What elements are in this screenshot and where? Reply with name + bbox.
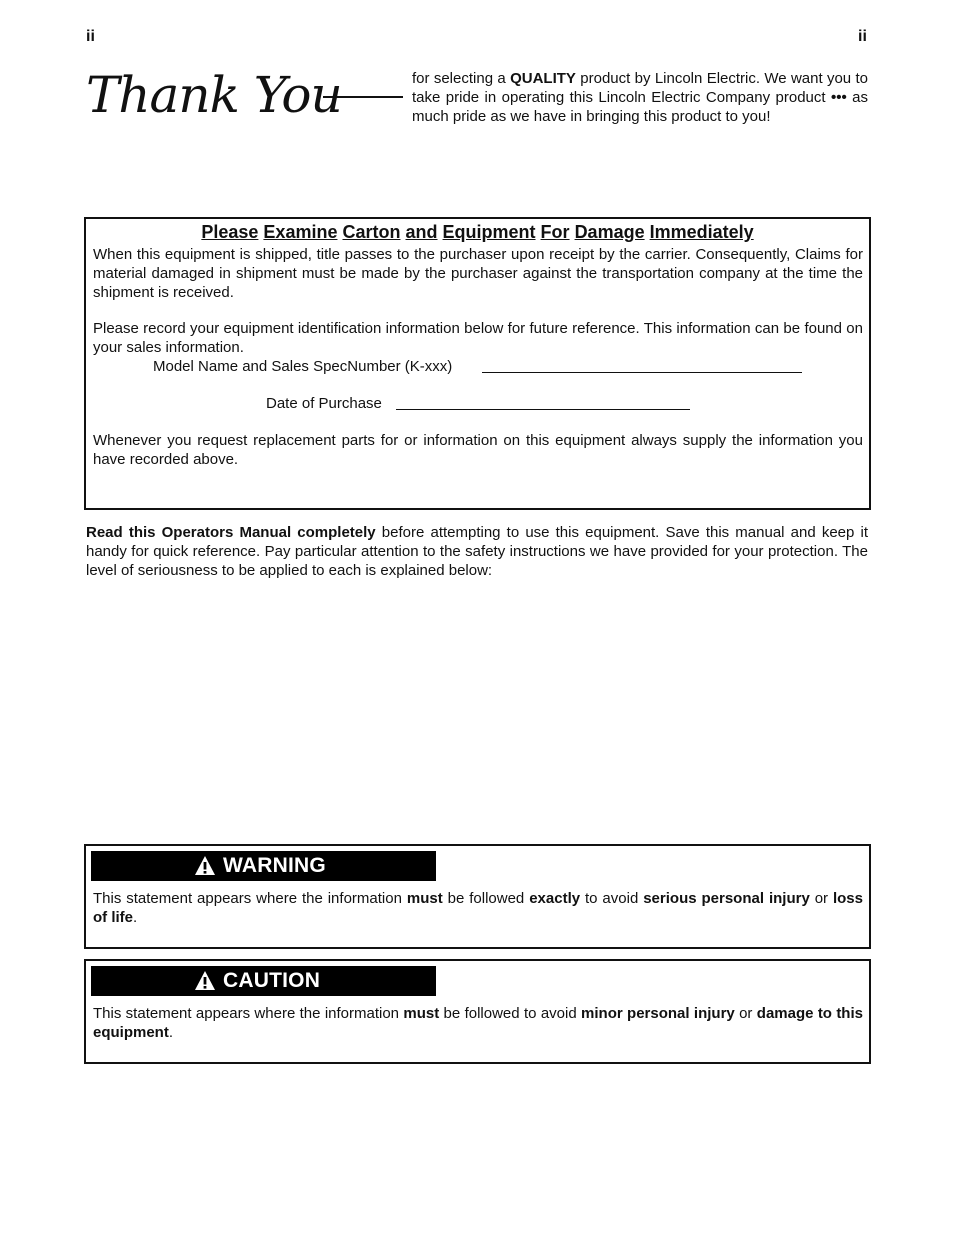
thank-you-title: Thank You: [86, 66, 342, 124]
intro-text: for selecting a: [412, 70, 511, 87]
caution-header-bar: [91, 966, 436, 996]
inspection-notice-box: [84, 217, 871, 510]
intro-quality: QUALITY: [510, 70, 576, 87]
warning-text-part: loss of life: [93, 890, 863, 926]
caution-label: CAUTION: [223, 969, 321, 992]
warning-text-part: must: [406, 890, 443, 907]
warning-text: [93, 889, 863, 927]
caution-notice-box: [84, 959, 871, 1064]
warning-notice-box: [84, 844, 871, 949]
heading-word: Please: [201, 222, 259, 242]
warning-text-part: .: [133, 909, 138, 926]
title-rule: [323, 96, 403, 98]
inspection-heading: [86, 222, 869, 243]
heading-word: Damage: [574, 222, 645, 242]
read-manual-text: before attempting to use this equipment. Save this manual and keep it handy for quick reference. Pay particular attention to the safety instructions we have provided for your protection. The level of seriousness to be applied to each is explained below:: [86, 524, 868, 579]
intro-text: as much pride as we have in bringing this product to you!: [412, 89, 868, 125]
heading-word: Immediately: [649, 222, 754, 242]
warning-text-part: This statement appears where the information: [93, 890, 407, 907]
intro-bullets: •••: [830, 89, 847, 106]
heading-word: Equipment: [442, 222, 536, 242]
caution-text-part: or: [734, 1005, 757, 1022]
caution-text-part: This statement appears where the information: [93, 1005, 404, 1022]
warning-label: WARNING: [223, 854, 326, 877]
warning-text-part: be followed: [442, 890, 530, 907]
heading-word: Carton: [342, 222, 401, 242]
warning-text-part: to avoid: [580, 890, 644, 907]
warning-header-bar: [91, 851, 436, 881]
warning-text-part: or: [809, 890, 833, 907]
warning-text-part: serious personal injury: [643, 890, 810, 907]
caution-text-part: minor personal injury: [581, 1005, 735, 1022]
page-number-right: ii: [858, 28, 867, 45]
caution-text-part: .: [168, 1024, 174, 1041]
page-number-left: ii: [86, 28, 95, 45]
read-manual-lead: Read this Operators Manual completely: [86, 524, 376, 541]
heading-word: and: [405, 222, 438, 242]
caution-text-part: damage to this equipment: [93, 1005, 863, 1041]
heading-word: For: [540, 222, 570, 242]
shipping-paragraph: When this equipment is shipped, title passes to the purchaser upon receipt by the carrier. Consequently, Claims for material damaged in shipment must be made by the purchaser against the transportation company at the time the shipment is received.: [93, 246, 863, 301]
purchase-date-blank-line[interactable]: [396, 409, 690, 410]
heading-word: Examine: [263, 222, 338, 242]
warning-triangle-icon: [194, 855, 216, 876]
record-info-paragraph: Please record your equipment identification information below for future reference. This information can be found on your sales information.: [93, 320, 863, 356]
replacement-parts-paragraph: Whenever you request replacement parts for or information on this equipment always supply the information you have recorded above.: [93, 432, 863, 468]
warning-triangle-icon: [194, 970, 216, 991]
purchase-date-label: Date of Purchase: [266, 395, 382, 412]
model-number-blank-line[interactable]: [482, 372, 802, 373]
caution-text: [93, 1004, 863, 1042]
caution-text-part: must: [403, 1005, 440, 1022]
caution-text-part: be followed to avoid: [439, 1005, 582, 1022]
model-number-label: Model Name and Sales SpecNumber (K-xxx): [153, 358, 453, 375]
warning-text-part: exactly: [529, 890, 581, 907]
intro-text: product by Lincoln Electric. We want you to take pride in operating this Lincoln Electric Company product: [412, 70, 868, 106]
read-manual-paragraph: [86, 523, 868, 580]
thank-you-intro: [412, 69, 868, 126]
